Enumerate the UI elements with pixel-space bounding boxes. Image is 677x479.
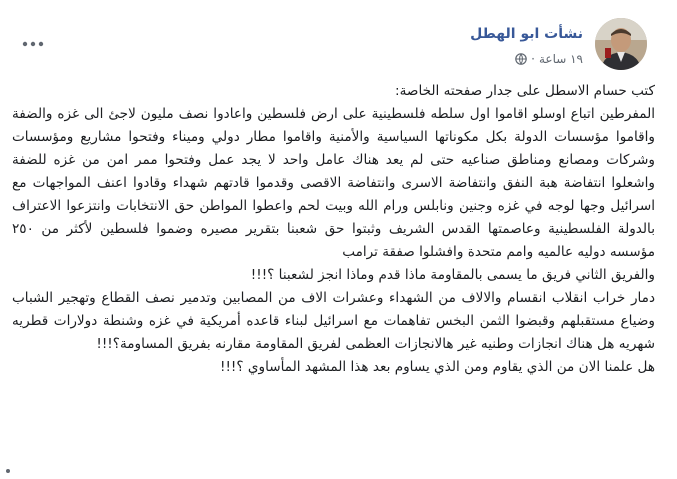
post-paragraph-intro: كتب حسام الاسطل على جدار صفحته الخاصة:: [395, 83, 655, 99]
meta-separator: ·: [531, 52, 535, 66]
post-paragraph-2: والفريق الثاني فريق ما يسمى بالمقاومة ماذا قدم وماذا انجز لشعبنا ؟!!!: [250, 267, 655, 283]
post-meta: [515, 52, 583, 66]
globe-icon[interactable]: [515, 53, 527, 65]
post-paragraph-4: هل علمنا الان من الذي يقاوم ومن الذي يساوم بعد هذا المشهد المأساوي ؟!!!: [220, 359, 655, 375]
timestamp[interactable]: ١٩ ساعة: [538, 52, 583, 66]
post-body: [12, 80, 655, 379]
post-paragraph-1: المفرطين اتباع اوسلو اقاموا اول سلطه فلسطينية على ارض فلسطين واعادوا نصف مليون لاجئ الى غزه والضفة واقاموا مؤسسات الدولة بكل مكوناتها السياسية والأمنية واقاموا مطار دولي وميناء وفتحوا مشاريع ومؤسسات وشركات ومصانع ومناطق صناعيه حتى لم يعد هناك عامل واحد لا يجد عمل وفتحوا ممر امن من غزه للضفة واشعلوا انتفاضة هبة النفق وانتفاضة الاسرى وانتفاضة الاقصى وقدموا قادتهم شهداء وقادوا اعنف المواجهات مع اسرائيل وجها لوجه في غزه وجنين ونابلس ورام الله وبيت لحم واعطوا المواطن حق الانتخابات وانتزعوا الاعتراف بالدولة الفلسطينية وعاصمتها القدس الشريف وثبتوا حق شعبنا بتقرير مصيره وضموا فلسطين لأكثر من ٢٥٠ مؤسسه دوليه عالميه وامم متحدة وافشلوا صفقة ترامب: [12, 106, 655, 260]
more-options-icon[interactable]: [22, 32, 44, 51]
post-paragraph-3: دمار خراب انقلاب انقسام والالاف من الشهداء وعشرات الاف من المصابين وتدمير نصف القطاع وتهجير الشباب وضياع مستقبلهم وقبضوا الثمن البخس تفاهمات مع اسرائيل لبناء قاعده أمريكية في غزه وشنطة دولارات قطريه شهريه هل هناك انجازات وطنيه غير هالانجازات العظمى لفريق المقاومة مقارنه بفريق المساومة؟!!!: [12, 290, 655, 352]
avatar[interactable]: [595, 18, 647, 70]
author-name[interactable]: نشأت ابو الهطل: [470, 26, 583, 42]
post-header: [0, 14, 677, 74]
avatar-photo: [595, 18, 647, 70]
divider-dot: [6, 469, 10, 473]
